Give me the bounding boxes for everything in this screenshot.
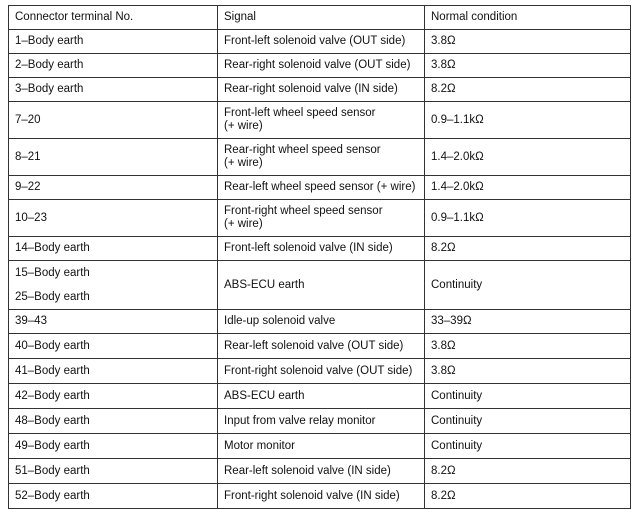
table-row — [9, 459, 631, 484]
table-row — [9, 139, 631, 176]
signal-cell: Motor monitor — [218, 434, 425, 459]
signal-cell: Rear-right solenoid valve (IN side) — [218, 78, 425, 102]
signal-line-2: (+ wire) — [224, 120, 263, 132]
table-row — [9, 434, 631, 459]
terminal-subcell: 25–Body earth — [15, 291, 90, 303]
signal-cell: Front-left solenoid valve (OUT side) — [218, 30, 425, 54]
condition-cell: 0.9–1.1kΩ — [425, 102, 631, 139]
signal-cell: Input from valve relay monitor — [218, 409, 425, 434]
table-row — [9, 359, 631, 384]
table-row — [9, 237, 631, 261]
condition-cell: 3.8Ω — [425, 54, 631, 78]
condition-cell: 3.8Ω — [425, 30, 631, 54]
signal-line-2: (+ wire) — [224, 157, 263, 169]
signal-line-2: (+ wire) — [224, 218, 263, 230]
signal-cell: Rear-left solenoid valve (OUT side) — [218, 334, 425, 359]
table-row — [9, 261, 631, 310]
terminal-cell: 14–Body earth — [9, 237, 218, 261]
table-row — [9, 30, 631, 54]
signal-cell: Front-right solenoid valve (OUT side) — [218, 359, 425, 384]
condition-cell: 8.2Ω — [425, 78, 631, 102]
terminal-cell: 40–Body earth — [9, 334, 218, 359]
signal-line-1: Front-right wheel speed sensor — [224, 205, 383, 217]
terminal-table-container — [8, 5, 630, 509]
terminal-cell: 51–Body earth — [9, 459, 218, 484]
terminal-cell: 10–23 — [9, 200, 218, 237]
terminal-cell: 41–Body earth — [9, 359, 218, 384]
condition-cell: 8.2Ω — [425, 237, 631, 261]
table-header-row — [9, 6, 631, 30]
signal-line-1: Rear-right wheel speed sensor — [224, 144, 381, 156]
signal-line-1: Front-left wheel speed sensor — [224, 107, 376, 119]
table-row — [9, 334, 631, 359]
terminal-cell: 2–Body earth — [9, 54, 218, 78]
condition-cell: 8.2Ω — [425, 459, 631, 484]
terminal-cell: 7–20 — [9, 102, 218, 139]
terminal-cell: 39–43 — [9, 310, 218, 334]
table-row — [9, 54, 631, 78]
condition-cell: Continuity — [425, 434, 631, 459]
signal-cell: Rear-left solenoid valve (IN side) — [218, 459, 425, 484]
condition-cell: Continuity — [425, 409, 631, 434]
terminal-cell: 48–Body earth — [9, 409, 218, 434]
signal-cell: Front-left solenoid valve (IN side) — [218, 237, 425, 261]
terminal-cell: 3–Body earth — [9, 78, 218, 102]
terminal-subcell: 15–Body earth — [15, 267, 90, 279]
signal-cell: Rear-right solenoid valve (OUT side) — [218, 54, 425, 78]
table-row — [9, 102, 631, 139]
terminal-cell-split — [9, 261, 218, 310]
header-signal: Signal — [218, 6, 425, 30]
condition-cell: 33–39Ω — [425, 310, 631, 334]
signal-cell: Rear-left wheel speed sensor (+ wire) — [218, 176, 425, 200]
header-terminal: Connector terminal No. — [9, 6, 218, 30]
table-row — [9, 409, 631, 434]
signal-cell — [218, 200, 425, 237]
table-row — [9, 176, 631, 200]
signal-cell — [218, 139, 425, 176]
condition-cell: 8.2Ω — [425, 484, 631, 509]
condition-cell: 0.9–1.1kΩ — [425, 200, 631, 237]
terminal-cell: 9–22 — [9, 176, 218, 200]
signal-cell: Idle-up solenoid valve — [218, 310, 425, 334]
signal-cell: Front-right solenoid valve (IN side) — [218, 484, 425, 509]
signal-cell: ABS-ECU earth — [218, 261, 425, 310]
table-row — [9, 384, 631, 409]
terminal-cell: 8–21 — [9, 139, 218, 176]
signal-cell — [218, 102, 425, 139]
terminal-cell: 42–Body earth — [9, 384, 218, 409]
connector-terminal-table — [8, 5, 631, 509]
terminal-cell: 49–Body earth — [9, 434, 218, 459]
condition-cell: 1.4–2.0kΩ — [425, 139, 631, 176]
condition-cell: Continuity — [425, 384, 631, 409]
table-row — [9, 200, 631, 237]
condition-cell: Continuity — [425, 261, 631, 310]
condition-cell: 3.8Ω — [425, 359, 631, 384]
table-row — [9, 484, 631, 509]
terminal-cell: 52–Body earth — [9, 484, 218, 509]
header-condition: Normal condition — [425, 6, 631, 30]
terminal-cell: 1–Body earth — [9, 30, 218, 54]
condition-cell: 1.4–2.0kΩ — [425, 176, 631, 200]
signal-cell: ABS-ECU earth — [218, 384, 425, 409]
condition-cell: 3.8Ω — [425, 334, 631, 359]
table-row — [9, 78, 631, 102]
table-row — [9, 310, 631, 334]
